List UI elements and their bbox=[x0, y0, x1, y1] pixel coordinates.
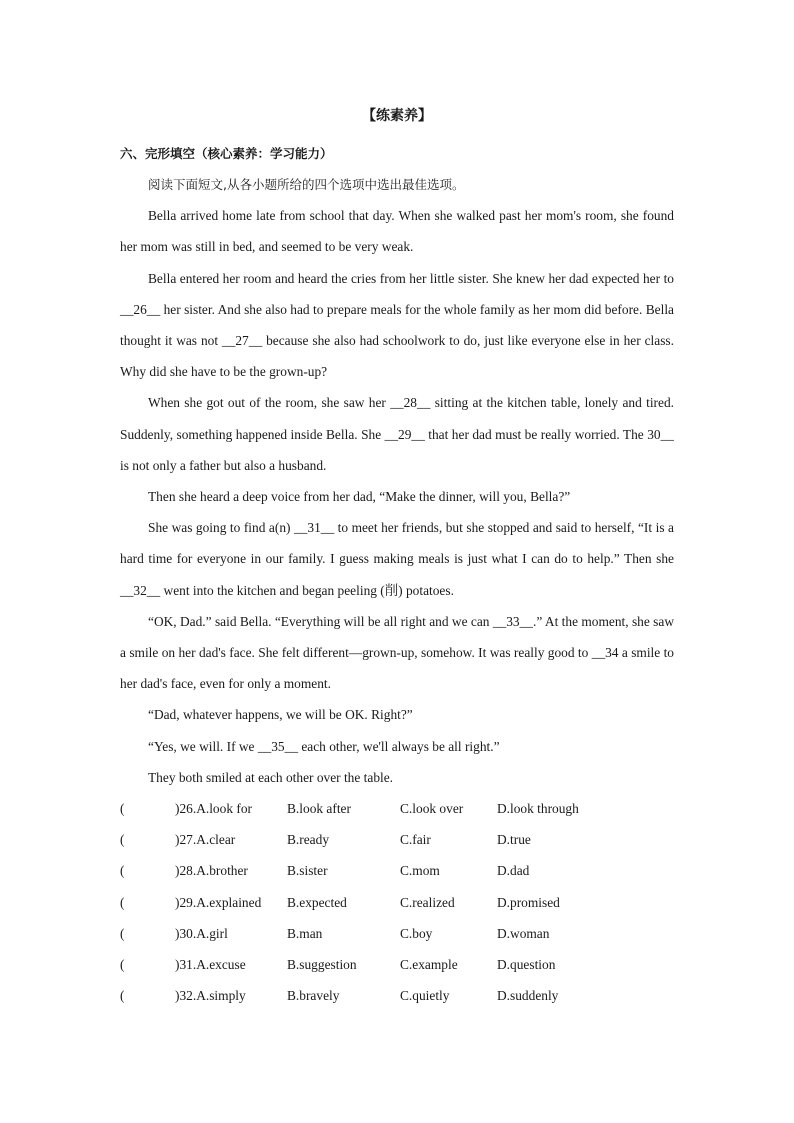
option-b: B.man bbox=[287, 925, 323, 941]
option-a: )29.A.explained bbox=[175, 894, 262, 910]
option-d: D.look through bbox=[497, 801, 579, 816]
question-list bbox=[120, 793, 680, 1011]
passage-paragraph: Then she heard a deep voice from her dad, “Make the dinner, will you, Bella?” bbox=[148, 489, 571, 505]
option-d: D.suddenly bbox=[497, 988, 559, 1004]
option-b: B.bravely bbox=[287, 988, 340, 1004]
answer-paren: ( bbox=[120, 925, 125, 941]
option-d: D.promised bbox=[497, 894, 560, 910]
question-row bbox=[120, 855, 680, 886]
option-a: )28.A.brother bbox=[175, 863, 248, 879]
cloze-passage bbox=[120, 169, 674, 793]
question-row bbox=[120, 793, 680, 824]
answer-paren: ( bbox=[120, 801, 125, 816]
answer-paren: ( bbox=[120, 956, 125, 972]
passage-paragraph: They both smiled at each other over the table. bbox=[148, 769, 394, 785]
answer-paren: ( bbox=[120, 988, 125, 1004]
answer-paren: ( bbox=[120, 832, 125, 848]
question-row bbox=[120, 824, 680, 855]
option-b: B.ready bbox=[287, 832, 330, 848]
passage-paragraph: She was going to find a(n) __31__ to meet her friends, but she stopped and said to herself, “It is a hard time for everyone in our family. I guess making meals is just what I can do to help.” Then she __32__ went into the kitchen and began peeling (削) potatoes. bbox=[120, 520, 674, 598]
option-c: C.fair bbox=[400, 832, 431, 848]
passage-paragraph: “Yes, we will. If we __35__ each other, we'll always be all right.” bbox=[148, 738, 500, 754]
instruction-paragraph: 阅读下面短文,从各小题所给的四个选项中选出最佳选项。 bbox=[148, 177, 465, 192]
option-a: )31.A.excuse bbox=[175, 956, 246, 972]
option-b: B.look after bbox=[287, 801, 351, 816]
answer-paren: ( bbox=[120, 863, 125, 879]
answer-paren: ( bbox=[120, 894, 125, 910]
question-row bbox=[120, 918, 680, 949]
passage-paragraph: When she got out of the room, she saw her __28__ sitting at the kitchen table, lonely and tired. Suddenly, something happened inside Bella. She __29__ that her dad must be really worried. The 30__ is not only a father but also a husband. bbox=[120, 395, 674, 473]
option-c: C.example bbox=[400, 956, 458, 972]
question-row bbox=[120, 949, 680, 980]
option-a: )32.A.simply bbox=[175, 988, 246, 1004]
option-c: C.mom bbox=[400, 863, 440, 879]
option-d: D.dad bbox=[497, 863, 530, 879]
question-row bbox=[120, 887, 680, 918]
option-b: B.suggestion bbox=[287, 956, 357, 972]
option-c: C.realized bbox=[400, 894, 455, 910]
option-c: C.look over bbox=[400, 801, 464, 816]
option-d: D.true bbox=[497, 832, 531, 848]
option-b: B.sister bbox=[287, 863, 328, 879]
passage-paragraph: Bella arrived home late from school that day. When she walked past her mom's room, she found her mom was still in bed, and seemed to be very weak. bbox=[120, 208, 674, 255]
page-title: 【练素养】 bbox=[362, 108, 432, 124]
option-a: )26.A.look for bbox=[175, 801, 252, 816]
option-c: C.quietly bbox=[400, 988, 450, 1004]
option-d: D.question bbox=[497, 956, 556, 972]
option-c: C.boy bbox=[400, 925, 433, 941]
option-a: )30.A.girl bbox=[175, 925, 228, 941]
question-row bbox=[120, 980, 680, 1011]
passage-paragraph: Bella entered her room and heard the cries from her little sister. She knew her dad expected her to __26__ her sister. And she also had to prepare meals for the whole family as her mom did before. Bella thought it was not __27__ because she also had schoolwork to do, just like everyone else in her class. Why did she have to be the grown-up? bbox=[120, 270, 674, 380]
passage-paragraph: “Dad, whatever happens, we will be OK. Right?” bbox=[148, 707, 413, 723]
option-a: )27.A.clear bbox=[175, 832, 236, 848]
section-heading: 六、完形填空（核心素养：学习能力） bbox=[120, 146, 333, 161]
passage-paragraph: “OK, Dad.” said Bella. “Everything will be all right and we can __33__.” At the moment, she saw a smile on her dad's face. She felt different—grown-up, somehow. It was really good to __34 a smile to her dad's face, even for only a moment. bbox=[120, 613, 674, 692]
option-b: B.expected bbox=[287, 894, 347, 910]
option-d: D.woman bbox=[497, 925, 550, 941]
